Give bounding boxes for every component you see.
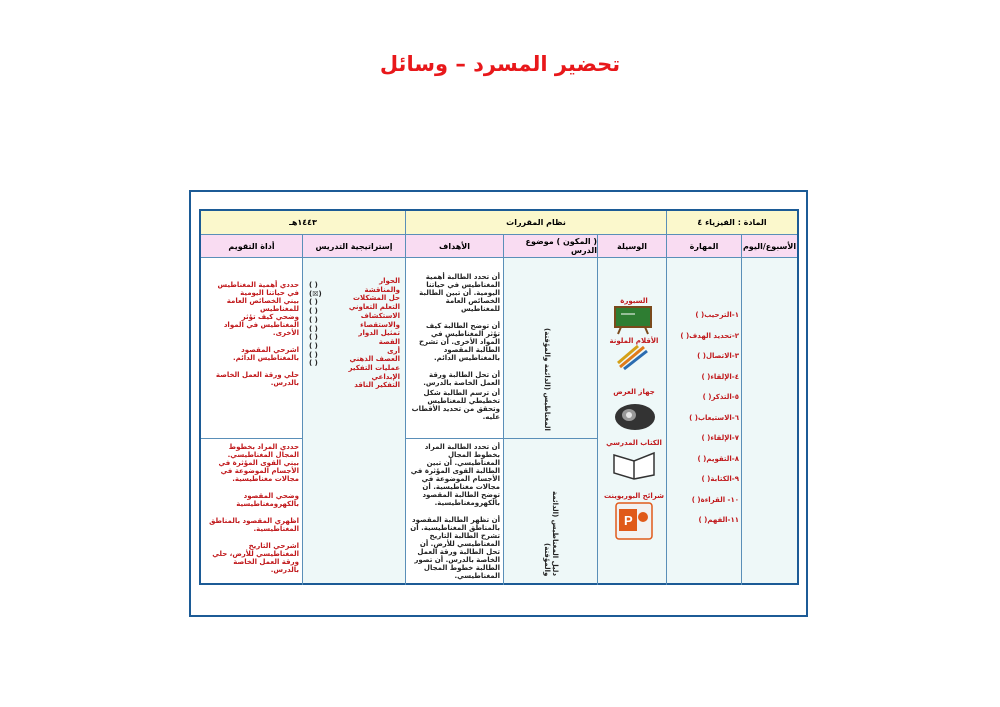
skill-item: ٥-التذكر( )	[702, 393, 739, 401]
colored-pens-icon	[616, 345, 650, 371]
strategy-item: الاستكشاف	[360, 311, 400, 320]
strategy-item: عمليات التفكير	[348, 364, 400, 373]
skill-item: ٤-الإلقاء( )	[701, 372, 739, 381]
media-header: الوسيلة	[598, 235, 666, 258]
assessment-item: اشرحي المقصود بالمغناطيس الدائم.	[232, 346, 299, 362]
skill-item: ٩-الكتابة( )	[701, 475, 739, 483]
strategy-item: العصف الذهني	[349, 355, 400, 364]
skill-item: ٣-الاتصال( )	[697, 352, 739, 360]
strategy-checkbox[interactable]: ( )	[309, 281, 318, 289]
svg-text:P: P	[624, 513, 633, 528]
objectives-header: الأهداف	[406, 235, 503, 258]
skill-item: ٢-تحديد الهدف( )	[680, 331, 739, 340]
assessment-header: أداة التقويم	[201, 235, 302, 258]
strategy-checkbox[interactable]: ( )	[309, 324, 318, 333]
component-header: ( المكون ) موضوع الدرس	[504, 235, 597, 258]
strategy-item: تمثيل الدوار	[358, 329, 400, 338]
strategy-item: والاستقصاء	[360, 320, 400, 329]
lesson-plan-frame	[189, 190, 808, 617]
strategy-checkboxes	[309, 281, 321, 368]
assessment-list-b	[205, 443, 299, 583]
strategy-checkbox[interactable]: ( )	[309, 333, 318, 342]
skill-item: ١٠- القراءة( )	[691, 495, 739, 504]
topic-a: المغناطيس (الدائمة والمؤقتة)	[543, 328, 551, 431]
page-title: تحضير المسرد – وسائل	[379, 52, 621, 76]
media-label-slides: شرائح البوربوينت	[604, 492, 664, 500]
strategy-item: الحوار والمناقشة	[364, 277, 400, 294]
skill-item: ١-الترحيب( )	[695, 311, 739, 319]
strategy-checkbox[interactable]: (☒)	[309, 289, 322, 298]
lesson-plan-table	[199, 209, 799, 585]
media-label-projector: جهاز العرض	[613, 388, 655, 396]
objective-item: أن تظهر الطالبة المقصود بالمناطق المغناطيسية. أن تشرح الطالبة التاريخ المغناطيسي للأرض. أن تحل الطالبة ورقة العمل الخاصة بالدرس. أن تصور الطالبة خطوط المجال المغناطيسي.	[410, 516, 500, 580]
objective-item: أن تحل الطالبة ورقة العمل الخاصة بالدرس.	[423, 371, 500, 387]
strategy-checkbox[interactable]: ( )	[309, 350, 318, 359]
objective-item: أن ترسم الطالبة شكل تخطيطي للمغناطيس وتحقق من تحديد الأقطاب عليه.	[411, 389, 500, 421]
assessment-item: وضحي كيف تؤثر المغناطيس في المواد الأخرى.	[223, 313, 299, 337]
powerpoint-icon	[614, 501, 654, 541]
strategy-header: إستراتيجية التدريس	[303, 235, 405, 258]
skill-header: المهارة	[667, 235, 741, 258]
media-label-textbook: الكتاب المدرسي	[606, 439, 662, 447]
topic-b: دليل المغناطيس (الدائمة والمؤقتة)	[543, 491, 559, 576]
skills-list	[669, 311, 739, 537]
objective-item: أن تحدد الطالبة أهمية المغناطيس في حياتنا اليومية. أن تبين الطالبة الخصائص العامة للمغناطيس	[419, 273, 500, 313]
objective-item: أن تحدد الطالبة المراد بخطوط المجال المغناطيسي. أن تبين الطالبة القوى المؤثرة في الأجسام الموضوعة في مجالات مغناطيسية. أن توضح الطالبة المقصود بالكهرومغناطيسية.	[410, 443, 500, 507]
subject-cell: المادة : الفيزياء ٤	[667, 211, 797, 235]
assessment-item: بيني القوى المؤثرة في الأجسام الموضوعة في مجالات مغناطيسية.	[218, 459, 299, 483]
assessment-item: حلي ورقة العمل الخاصة بالدرس.	[215, 371, 299, 387]
assessment-item: اظهري المقصود بالمناطق المغناطيسية.	[209, 517, 299, 533]
skill-item: ٦-الاستيعاب( )	[689, 413, 739, 422]
strategy-checkbox[interactable]: ( )	[309, 298, 318, 307]
strategy-item: التفكير الناقد	[354, 381, 400, 390]
strategy-checkbox[interactable]: ( )	[309, 307, 318, 316]
assessment-item: بيني الخصائص العامة للمغناطيس	[226, 297, 299, 313]
system-cell: نظام المقررات	[406, 211, 666, 235]
strategy-list	[346, 277, 400, 390]
projector-icon	[613, 397, 657, 433]
skill-item: ١١-الفهم( )	[698, 516, 739, 524]
strategy-item: الإبداعي	[371, 372, 400, 381]
book-icon	[611, 447, 657, 481]
strategy-checkbox[interactable]: ( )	[309, 315, 318, 324]
objectives-list-a	[410, 273, 500, 430]
media-label-pens: الأقلام الملونة	[609, 337, 659, 345]
objective-item: أن توضح الطالبة كيف تؤثر المغناطيس في المواد الأخرى. أن تشرح الطالبة المقصود بالمغناطيس الدائم.	[418, 322, 500, 362]
assessment-item: وضحي المقصود بالكهرومغناطيسية	[236, 492, 299, 508]
strategy-checkbox[interactable]: ( )	[309, 359, 318, 368]
strategy-item: القصة	[378, 337, 400, 346]
strategy-item: حل المشكلات	[353, 294, 400, 303]
assessment-item: حددي المراد بخطوط المجال المغناطيسي.	[227, 443, 299, 459]
assessment-list-a	[205, 281, 299, 396]
skill-item: ٧-الإلقاء( )	[701, 434, 739, 442]
assessment-item: حددي أهمية المغناطيس في حياتنا اليومية	[217, 281, 299, 297]
assessment-item: اشرحي التاريخ المغناطيسي للأرض، حلي ورقة العمل الخاصة بالدرس.	[212, 542, 299, 574]
strategy-item: التعلم التعاوني	[348, 303, 400, 312]
year-cell: ١٤٤٣هـ	[201, 211, 405, 235]
strategy-checkbox[interactable]: ( )	[309, 341, 318, 350]
objectives-list-b	[410, 443, 500, 589]
media-label-board: السبورة	[620, 297, 648, 305]
week-day-header: الأسبوع/اليوم	[742, 235, 797, 258]
chalkboard-icon	[613, 305, 653, 335]
skill-item: ٨-التقويم( )	[697, 454, 739, 463]
strategy-item: أرى	[387, 346, 400, 355]
